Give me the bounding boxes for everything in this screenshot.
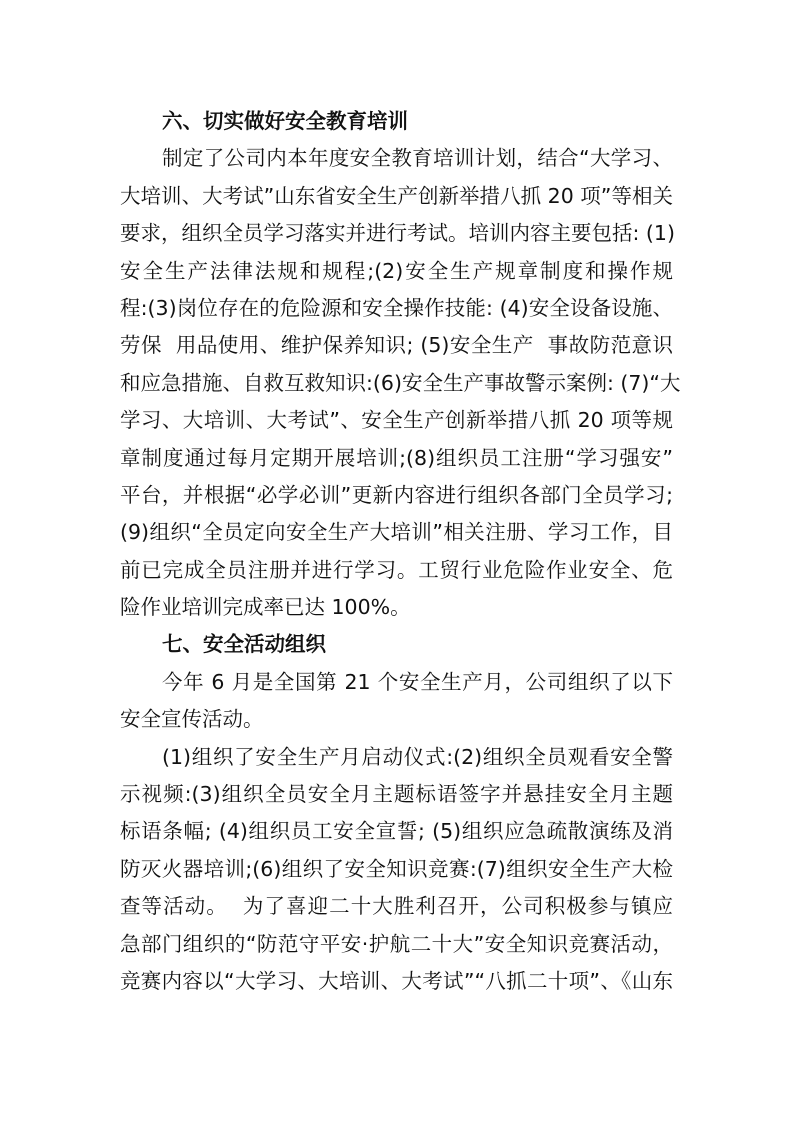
paragraph-line: 查等活动。 为了喜迎二十大胜利召开，公司积极参与镇应 [120, 894, 673, 919]
paragraph-line: 安全宣传活动。 [120, 707, 264, 732]
paragraph-line: 程:(3)岗位存在的危险源和安全操作技能: (4)安全设备设施、 [120, 295, 673, 320]
paragraph-line: (1)组织了安全生产月启动仪式:(2)组织全员观看安全警 [162, 744, 673, 769]
paragraph-line: 学习、大培训、大考试”、安全生产创新举措八抓 20 项等规 [120, 408, 673, 433]
document-page [120, 103, 681, 1000]
paragraph-line: 险作业培训完成率已达 100%。 [120, 595, 411, 620]
paragraph-line: 安全生产法律法规和规程;(2)安全生产规章制度和操作规 [120, 258, 673, 283]
paragraph-line: (9)组织“全员定向安全生产大培训”相关注册、学习工作，目 [120, 520, 673, 545]
paragraph-line: 前已完成全员注册并进行学习。工贸行业危险作业安全、危 [120, 557, 673, 582]
paragraph-line: 和应急措施、自救互救知识:(6)安全生产事故警示案例: (7)“大 [120, 370, 681, 395]
paragraph-line: 急部门组织的“防范守平安·护航二十大”安全知识竞赛活动， [120, 931, 673, 956]
paragraph-line: 要求，组织全员学习落实并进行考试。培训内容主要包括: (1) [120, 221, 675, 246]
paragraph-line: 劳保 用品使用、维护保养知识; (5)安全生产 事故防范意识 [120, 333, 673, 358]
paragraph-line: 制定了公司内本年度安全教育培训计划，结合“大学习、 [162, 146, 673, 171]
section-heading-7: 七、安全活动组织 [162, 632, 326, 657]
paragraph-line: 竞赛内容以“大学习、大培训、大考试”“八抓二十项”、《山东 [120, 968, 673, 993]
paragraph-line: 示视频:(3)组织全员安全月主题标语签字并悬挂安全月主题 [120, 782, 673, 807]
section-heading-6: 六、切实做好安全教育培训 [162, 109, 408, 133]
paragraph-line: 大培训、大考试”山东省安全生产创新举措八抓 20 项”等相关 [120, 183, 673, 208]
paragraph-line: 防灭火器培训;(6)组织了安全知识竞赛:(7)组织安全生产大检 [120, 856, 673, 881]
paragraph-line: 今年 6 月是全国第 21 个安全生产月，公司组织了以下 [162, 669, 673, 694]
paragraph-line: 章制度通过每月定期开展培训;(8)组织员工注册“学习强安” [120, 445, 673, 470]
paragraph-line: 平台，并根据“必学必训”更新内容进行组织各部门全员学习; [120, 482, 673, 507]
paragraph-line: 标语条幅; (4)组织员工安全宣誓; (5)组织应急疏散演练及消 [120, 819, 673, 844]
